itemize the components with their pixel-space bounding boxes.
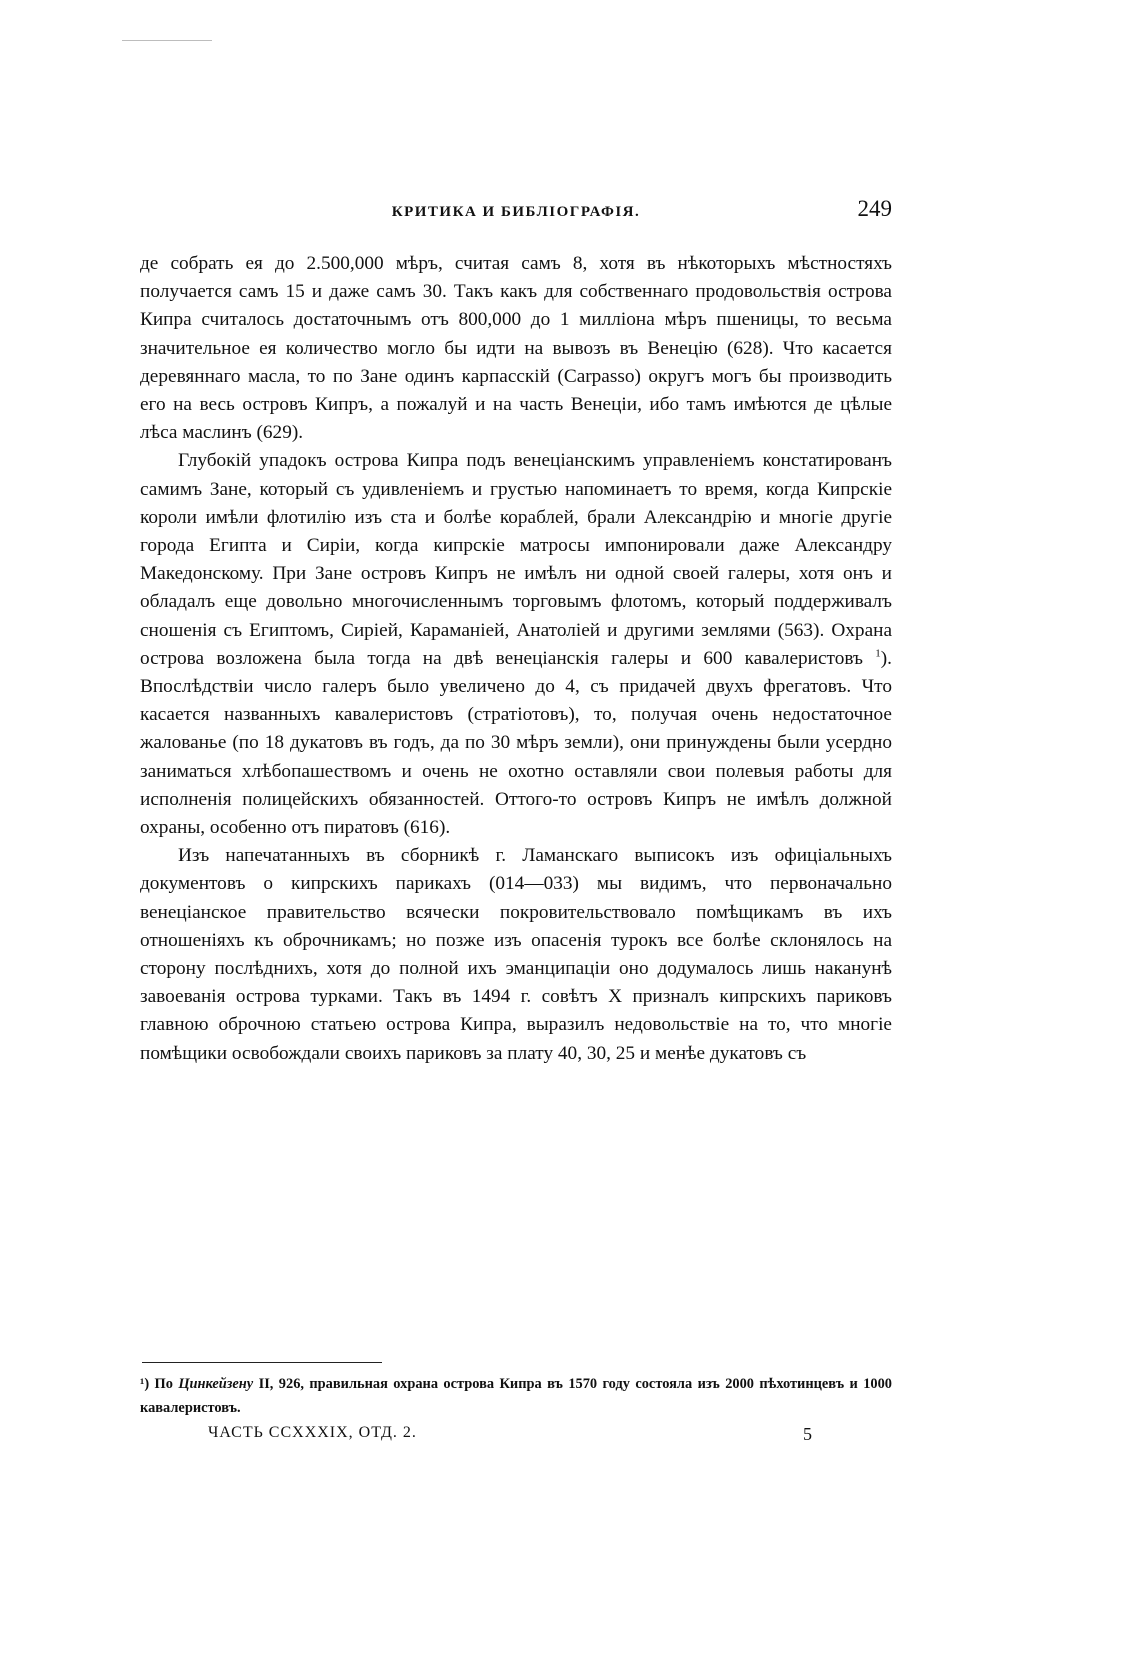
footnote-marker: ¹) <box>140 1376 150 1392</box>
paragraph-1: де собрать ея до 2.500,000 мѣръ, считая самъ 8, хотя въ нѣкоторыхъ мѣстностяхъ получается самъ 15 и даже самъ 30. Такъ какъ для собственнаго продовольствія острова Кипра считалось достаточнымъ отъ 800,000 до 1 милліона мѣръ пшеницы, то весьма значительное ея количество могло бы идти на вывозъ въ Венецію (628). Что касается деревяннаго масла, то по Зане одинъ карпасскій (Carpasso) округъ могъ бы производить его на весь островъ Кипръ, а пожалуй и на часть Венеціи, ибо тамъ имѣются де цѣлые лѣса маслинъ (629). <box>140 253 892 444</box>
signature-part: ЧАСТЬ CCXXXIX, ОТД. 2. <box>208 1424 417 1441</box>
paragraph-2 <box>140 447 892 842</box>
footnote-author: Цинкейзену <box>178 1376 254 1392</box>
footnote-text: II, 926, правильная охрана острова Кипра въ 1570 году состояла изъ 2000 пѣхотинцевъ и 1000 кавалеристовъ. <box>140 1376 892 1416</box>
page-header <box>140 196 892 230</box>
main-text <box>140 250 892 1068</box>
page-number: 249 <box>857 196 892 221</box>
paragraph-2-text-a: Глубокій упадокъ острова Кипра подъ венеціанскимъ управленіемъ констатированъ самимъ Зане, который съ удивленіемъ и грустью напоминаетъ то время, когда Кипрскіе короли имѣли флотилію изъ ста и болѣе кораблей, брали Александрію и многіе другіе города Египта и Сиріи, когда кипрскіе матросы импонировали даже Александру Македонскому. При Зане островъ Кипръ не имѣлъ ни одной своей галеры, хотя онъ и обладалъ еще довольно многочисленнымъ торговымъ флотомъ, который поддерживалъ сношенія съ Египтомъ, Сиріей, Караманіей, Анатоліей и другими землями (563). Охрана острова возложена была тогда на двѣ венеціанскія галеры и 600 кавалеристовъ <box>140 450 892 669</box>
running-head: КРИТИКА И БИБЛІОГРАФІЯ. <box>391 204 641 220</box>
footnote-prefix: По <box>154 1376 173 1392</box>
signature-number: 5 <box>803 1424 812 1444</box>
footnote-divider <box>142 1362 382 1363</box>
paragraph-3: Изъ напечатанныхъ въ сборникѣ г. Ламанскаго выписокъ изъ офиціальныхъ документовъ о кипрскихъ парикахъ (014—033) мы видимъ, что первоначально венеціанское правительство всячески покровительствовало помѣщикамъ въ ихъ отношеніяхъ къ оброчникамъ; но позже изъ опасенія турокъ все болѣе склонялось на сторону послѣднихъ, хотя до полной ихъ эманципаціи оно додумалось лишь наканунѣ завоеванія острова турками. Такъ въ 1494 г. совѣтъ X призналъ кипрскихъ париковъ главною оброчною статьею острова Кипра, выразилъ недовольствіе на то, что многіе помѣщики освобождали своихъ париковъ за плату 40, 30, 25 и менѣе дукатовъ съ <box>140 845 892 1064</box>
footnote <box>140 1372 892 1420</box>
footnote-reference[interactable]: 1 <box>875 647 881 660</box>
scan-artifact-line <box>122 40 212 41</box>
paragraph-2-text-b: ). Впослѣдствіи число галеръ было увеличено до 4, съ придачей двухъ фрегатовъ. Что касается названныхъ кавалеристовъ (стратіотовъ), то, получая очень недостаточное жалованье (по 18 дукатовъ въ годъ, да по 30 мѣръ земли), они принуждены были усердно заниматься хлѣбопашествомъ и очень не охотно оставляли свои полевыя работы для исполненія полицейскихъ обязанностей. Оттого-то островъ Кипръ не имѣлъ должной охраны, особенно отъ пиратовъ (616). <box>140 647 893 839</box>
printer-signature <box>208 1424 812 1450</box>
